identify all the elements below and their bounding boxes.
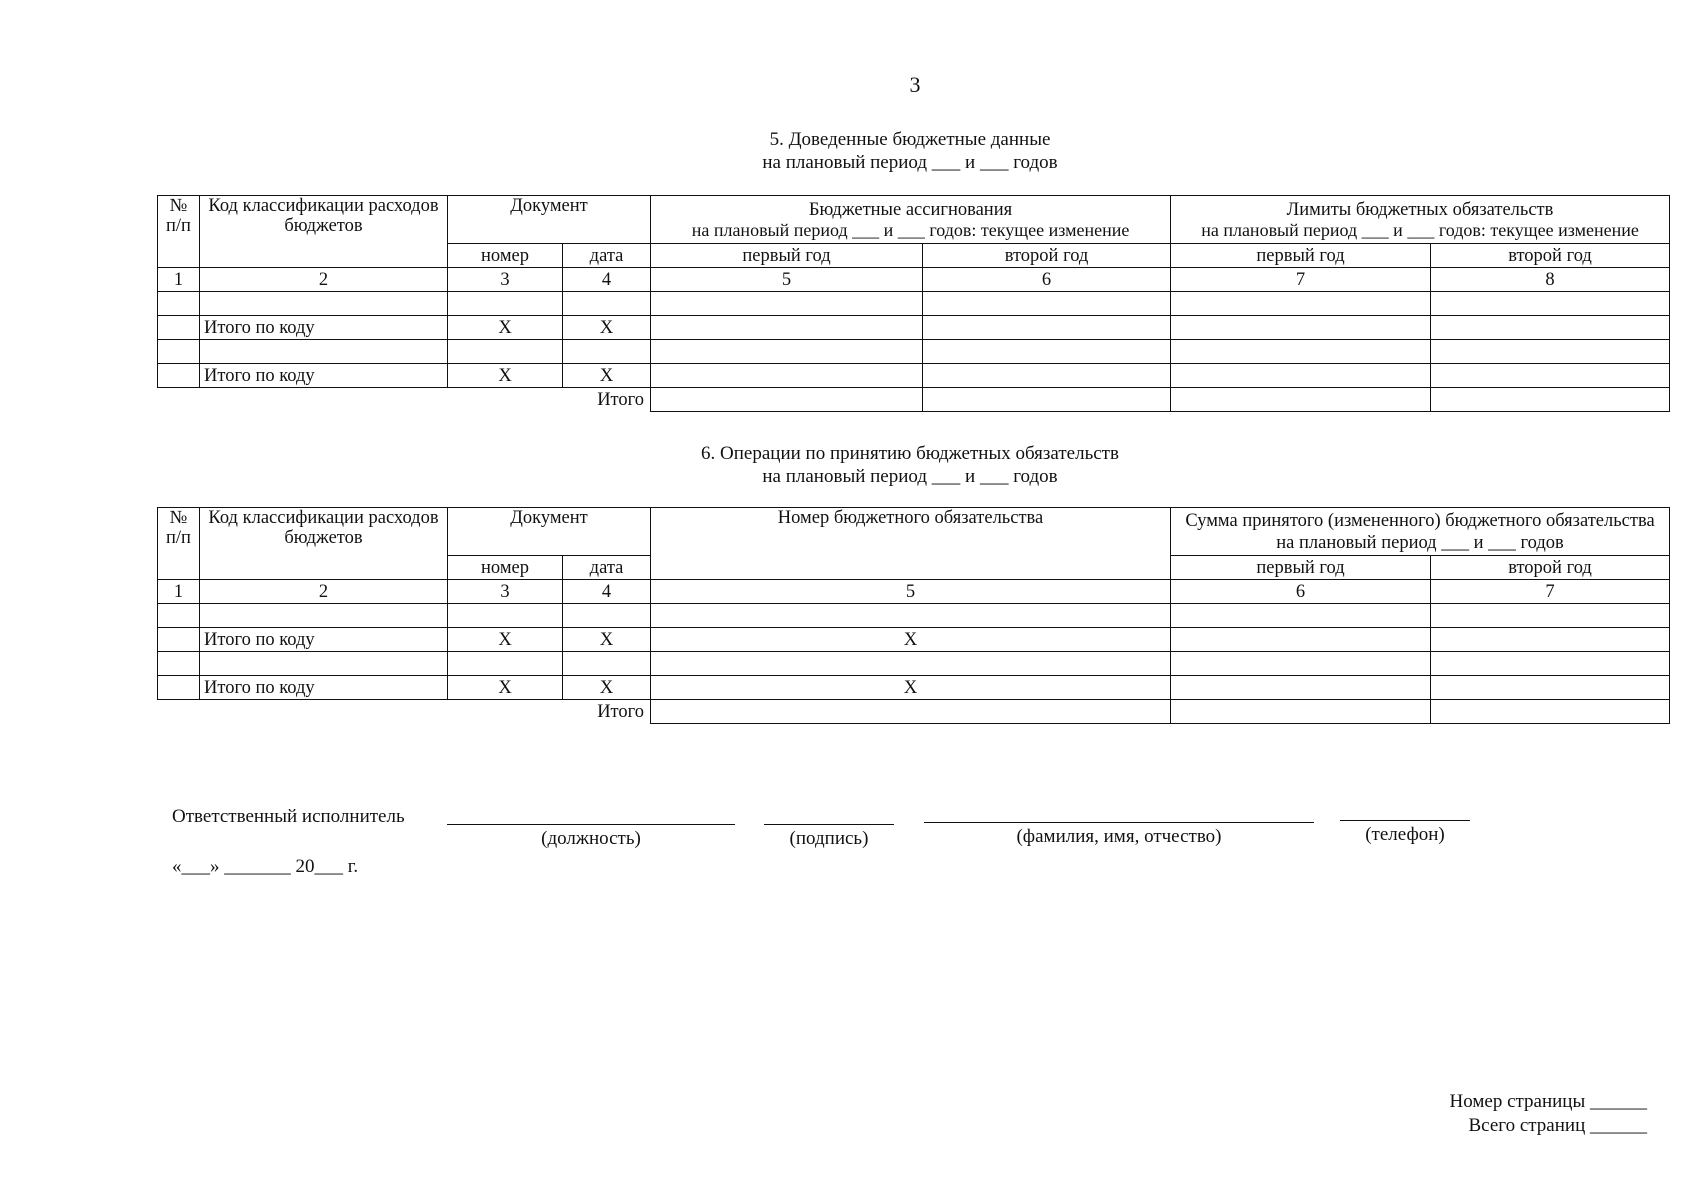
- s6-header-obligation-number: Номер бюджетного обязательства: [651, 508, 1171, 580]
- s5-header-alloc-first-year: первый год: [651, 244, 923, 268]
- section6-table: [157, 507, 1670, 724]
- s6-column-numbers-row: [158, 580, 1670, 604]
- section5-heading: [560, 128, 1260, 174]
- page-number: 3: [909, 72, 921, 97]
- section6-subtitle: на плановый период ___ и ___ годов: [762, 466, 1058, 487]
- s6-row-obligation: [651, 604, 1171, 628]
- s6-header-second-year: второй год: [1431, 556, 1670, 580]
- s5-allocations-sub: на плановый период ___ и ___ годов: текущее изменение: [691, 219, 1130, 240]
- s5-allocations-title: Бюджетные ассигнования: [808, 199, 1013, 220]
- s6-colnum: 4: [563, 580, 651, 604]
- s6-colnum: 1: [158, 580, 200, 604]
- s6-row-code: Итого по коду: [200, 628, 448, 652]
- s5-row-number: X: [448, 364, 563, 388]
- position-caption: (должность): [541, 828, 641, 849]
- section5-table: [157, 195, 1670, 412]
- s5-header-doc-date: дата: [563, 244, 651, 268]
- s6-row-obligation: [651, 652, 1171, 676]
- table-row-total: [158, 700, 1670, 724]
- table-row: [158, 316, 1670, 340]
- s6-row-number: X: [448, 628, 563, 652]
- table-row: [158, 652, 1670, 676]
- s6-header-doc-date: дата: [563, 556, 651, 580]
- phone-caption: (телефон): [1365, 824, 1445, 845]
- s5-colnum: 1: [158, 268, 200, 292]
- s5-header-limit-second-year: второй год: [1431, 244, 1670, 268]
- s5-colnum: 2: [200, 268, 448, 292]
- s5-colnum: 8: [1431, 268, 1670, 292]
- s6-colnum: 3: [448, 580, 563, 604]
- s5-colnum: 3: [448, 268, 563, 292]
- s5-row-code: Итого по коду: [200, 364, 448, 388]
- signature-line: [764, 824, 894, 825]
- s6-row-date: X: [563, 628, 651, 652]
- s6-header-document: Документ: [448, 508, 651, 556]
- footer-total-pages: Всего страниц ______: [1468, 1115, 1647, 1136]
- s6-colnum: 7: [1431, 580, 1670, 604]
- table-row-total: [158, 388, 1670, 412]
- s6-row-number: X: [448, 676, 563, 700]
- s6-row-number: [448, 604, 563, 628]
- table-row: [158, 364, 1670, 388]
- table-row: [158, 604, 1670, 628]
- s6-colnum: 6: [1171, 580, 1431, 604]
- s5-header-document: Документ: [448, 196, 651, 244]
- signature-caption: (подпись): [789, 828, 869, 849]
- table-row: [158, 628, 1670, 652]
- date-line: «___» _______ 20___ г.: [172, 856, 359, 877]
- s5-header-limits: [1171, 196, 1670, 244]
- s5-row-number: [448, 292, 563, 316]
- section5-title: 5. Доведенные бюджетные данные: [769, 129, 1051, 150]
- s5-row-date: [563, 340, 651, 364]
- s5-colnum: 4: [563, 268, 651, 292]
- s6-header-sum: Сумма принятого (измененного) бюджетного обязательства на плановый период ___ и ___ годов: [1171, 508, 1670, 556]
- s5-column-numbers-row: [158, 268, 1670, 292]
- table-row: [158, 676, 1670, 700]
- s5-colnum: 7: [1171, 268, 1431, 292]
- position-line: [447, 824, 735, 825]
- s6-row-date: [563, 604, 651, 628]
- s6-header-doc-number: номер: [448, 556, 563, 580]
- s5-row-number: X: [448, 316, 563, 340]
- page-footer: [1450, 1090, 1648, 1138]
- s5-row-code: [200, 340, 448, 364]
- full-name-caption: (фамилия, имя, отчество): [1016, 826, 1222, 847]
- responsible-label: Ответственный исполнитель: [172, 806, 405, 827]
- s5-header-code: Код классификации расходов бюджетов: [200, 196, 448, 268]
- s5-row-date: X: [563, 316, 651, 340]
- s5-row-date: [563, 292, 651, 316]
- s5-row-number: [448, 340, 563, 364]
- full-name-line: [924, 822, 1314, 823]
- s6-colnum: 2: [200, 580, 448, 604]
- table-row: [158, 340, 1670, 364]
- s6-header-num: № п/п: [158, 508, 200, 580]
- s5-colnum: 5: [651, 268, 923, 292]
- s6-row-number: [448, 652, 563, 676]
- s6-row-obligation: X: [651, 628, 1171, 652]
- s6-row-code: [200, 604, 448, 628]
- s6-row-code: Итого по коду: [200, 676, 448, 700]
- section6-title: 6. Операции по принятию бюджетных обязательств: [701, 443, 1119, 464]
- s5-total-label: Итого: [158, 388, 651, 412]
- s6-total-label: Итого: [158, 700, 651, 724]
- s5-row-code: [200, 292, 448, 316]
- table-row: [158, 292, 1670, 316]
- s6-header-first-year: первый год: [1171, 556, 1431, 580]
- s6-header-code: Код классификации расходов бюджетов: [200, 508, 448, 580]
- s5-limits-sub: на плановый период ___ и ___ годов: текущее изменение: [1201, 219, 1639, 240]
- s5-header-doc-number: номер: [448, 244, 563, 268]
- s5-header-alloc-second-year: второй год: [923, 244, 1171, 268]
- s6-row-date: X: [563, 676, 651, 700]
- footer-page-number: Номер страницы ______: [1449, 1091, 1647, 1112]
- section6-heading: [560, 442, 1260, 488]
- section5-subtitle: на плановый период ___ и ___ годов: [762, 152, 1058, 173]
- s5-header-allocations: [651, 196, 1171, 244]
- s6-row-obligation: X: [651, 676, 1171, 700]
- s5-header-limit-first-year: первый год: [1171, 244, 1431, 268]
- s5-header-num: № п/п: [158, 196, 200, 268]
- s5-colnum: 6: [923, 268, 1171, 292]
- s6-row-code: [200, 652, 448, 676]
- s5-limits-title: Лимиты бюджетных обязательств: [1286, 199, 1554, 220]
- s5-row-code: Итого по коду: [200, 316, 448, 340]
- s6-row-date: [563, 652, 651, 676]
- phone-line: [1340, 820, 1470, 821]
- s6-colnum: 5: [651, 580, 1171, 604]
- s5-row-date: X: [563, 364, 651, 388]
